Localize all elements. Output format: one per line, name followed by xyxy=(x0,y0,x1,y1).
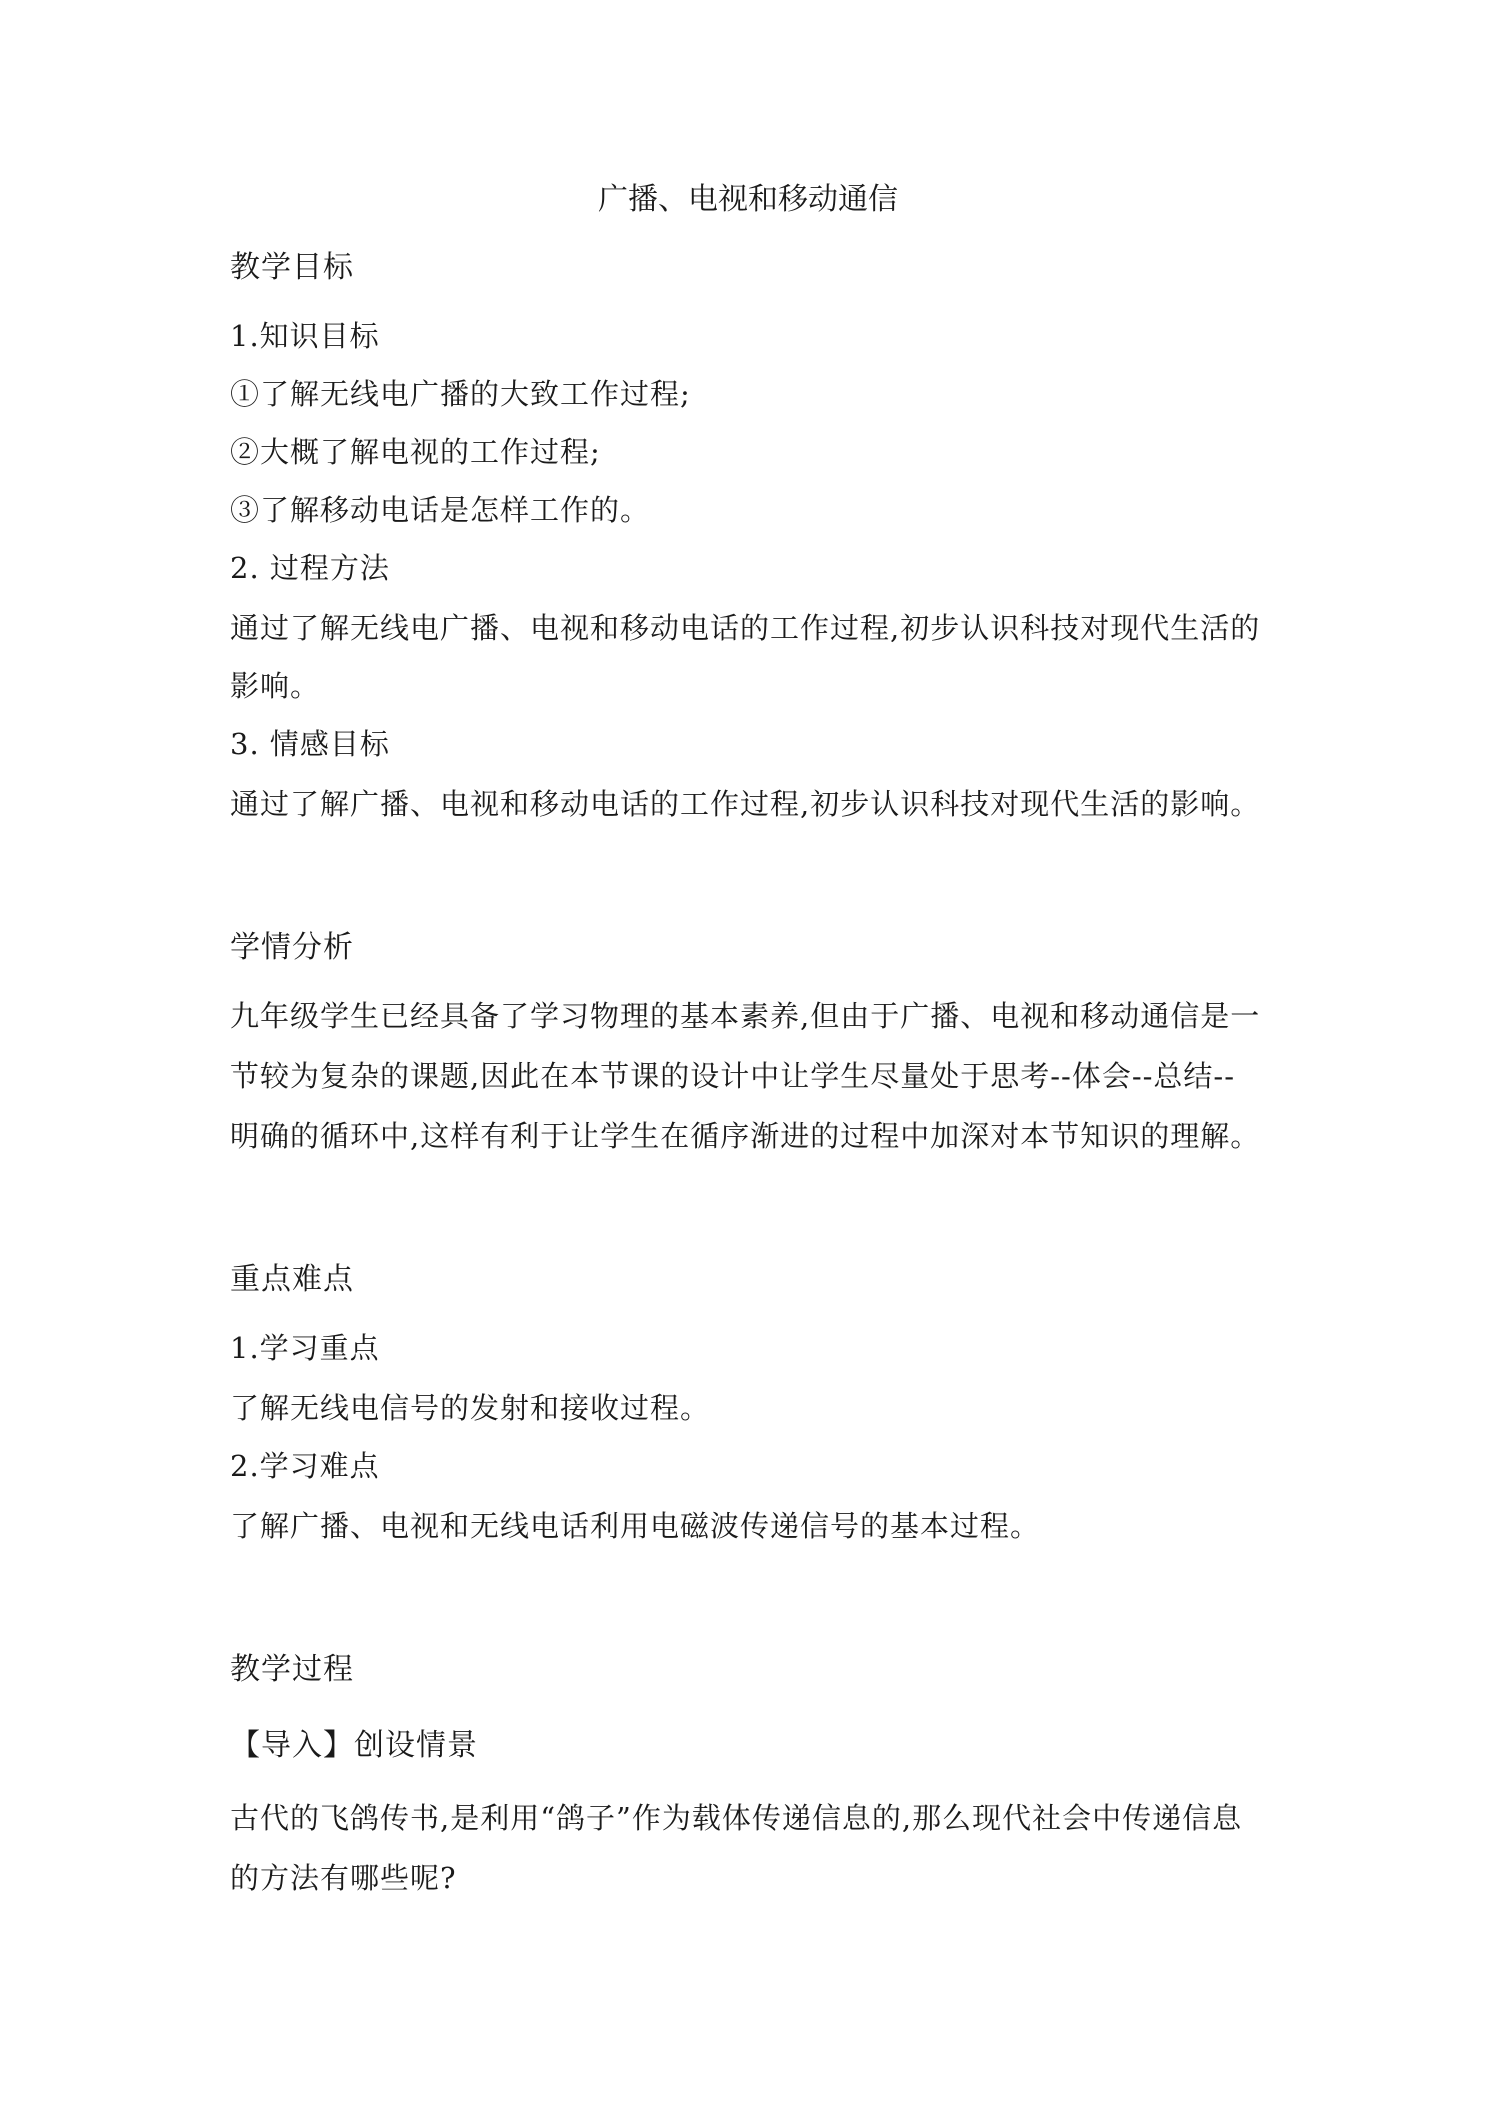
document-title: 广播、电视和移动通信 xyxy=(598,182,898,217)
key-points-line: 1.学习重点 xyxy=(230,1331,380,1365)
objectives-line: ②大概了解电视的工作过程; xyxy=(230,435,601,469)
section-heading-analysis: 学情分析 xyxy=(230,930,354,965)
objectives-line: 3. 情感目标 xyxy=(230,727,390,761)
section-heading-process: 教学过程 xyxy=(230,1652,354,1687)
section-heading-key-points: 重点难点 xyxy=(230,1262,354,1297)
analysis-line: 明确的循环中,这样有利于让学生在循序渐进的过程中加深对本节知识的理解。 xyxy=(230,1119,1261,1153)
process-line: 的方法有哪些呢? xyxy=(230,1861,457,1895)
objectives-line: 通过了解广播、电视和移动电话的工作过程,初步认识科技对现代生活的影响。 xyxy=(230,787,1261,821)
key-points-line: 2.学习难点 xyxy=(230,1449,380,1483)
section-heading-objectives: 教学目标 xyxy=(230,250,354,285)
analysis-line: 九年级学生已经具备了学习物理的基本素养,但由于广播、电视和移动通信是一 xyxy=(230,999,1261,1033)
objectives-line: 影响。 xyxy=(230,669,321,703)
objectives-line: 通过了解无线电广播、电视和移动电话的工作过程,初步认识科技对现代生活的 xyxy=(230,611,1261,645)
key-points-line: 了解广播、电视和无线电话利用电磁波传递信号的基本过程。 xyxy=(230,1509,1041,1543)
subsection-heading-intro: 【导入】创设情景 xyxy=(230,1728,478,1763)
process-line: 古代的飞鸽传书,是利用“鸽子”作为载体传递信息的,那么现代社会中传递信息 xyxy=(230,1801,1243,1835)
objectives-line: ①了解无线电广播的大致工作过程; xyxy=(230,377,691,411)
objectives-line: ③了解移动电话是怎样工作的。 xyxy=(230,493,651,527)
key-points-line: 了解无线电信号的发射和接收过程。 xyxy=(230,1391,711,1425)
objectives-line: 2. 过程方法 xyxy=(230,551,390,585)
objectives-line: 1.知识目标 xyxy=(230,319,380,353)
analysis-line: 节较为复杂的课题,因此在本节课的设计中让学生尽量处于思考--体会--总结-- xyxy=(230,1059,1236,1093)
